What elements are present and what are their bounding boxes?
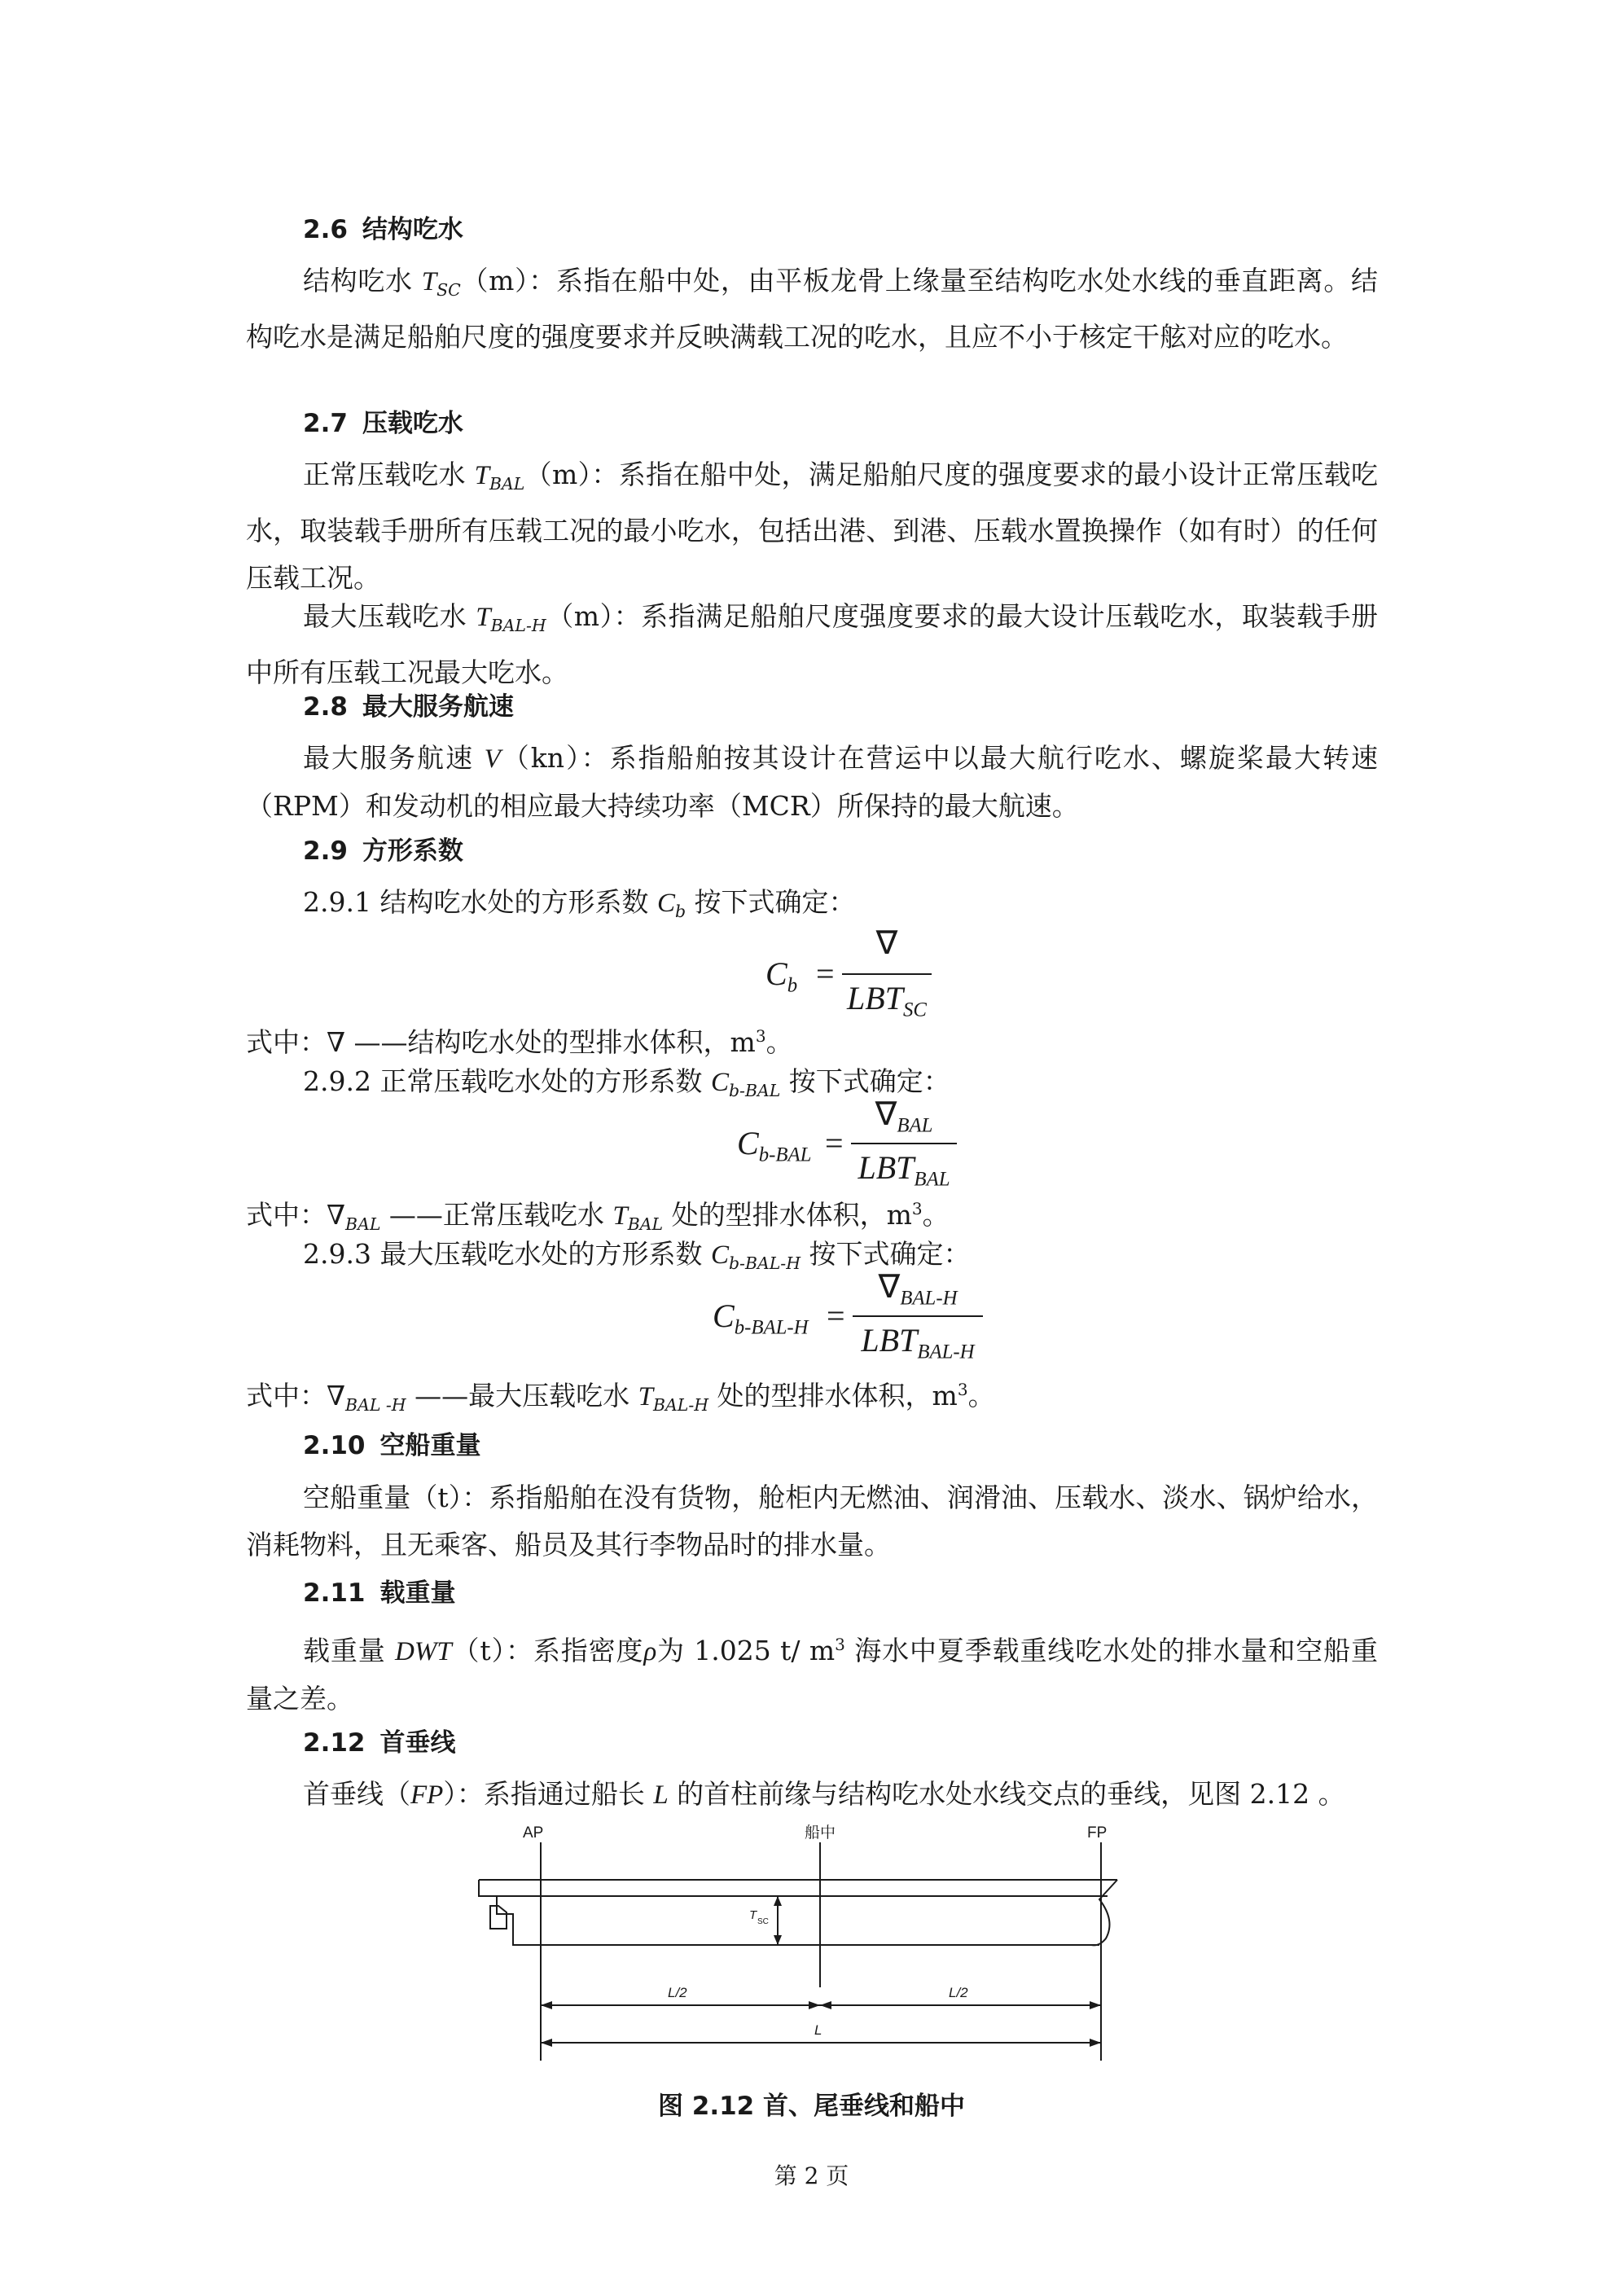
label-half-length-fwd: L/2: [949, 1985, 968, 2000]
section-heading-2-11: 2.11 载重量: [303, 1578, 456, 1608]
perpendiculars-diagram: [472, 1824, 1140, 2069]
formula-cb-bal-h: $C_{b-BAL-H}$ = $\nabla_{BAL-H}$ $LBT_{BAL-H}$: [713, 1274, 989, 1363]
section-heading-2-7: 2.7 压载吃水: [303, 409, 463, 438]
fraction-bar: [842, 973, 932, 975]
label-tsc-sub: SC: [757, 1917, 769, 1926]
paragraph-structural-draught: 结构吃水 $T_{SC}(m)$：系指在船中处，由平板龙骨上缘量至结构吃水处水线的垂直距离。结构吃水是满足船舶尺度的强度要求并反映满载工况的吃水，且应不小于核定干舷对应的吃水。: [246, 265, 1378, 353]
formula-cb-bal: $C_{b-BAL}$ = $\nabla_{BAL}$ $LBT_{BAL}$: [737, 1101, 957, 1191]
label-tsc: T: [749, 1908, 757, 1922]
fraction-bar: [851, 1143, 957, 1144]
section-heading-2-8: 2.8 最大服务航速: [303, 692, 514, 722]
section-heading-2-6: 2.6 结构吃水: [303, 215, 463, 244]
paragraph-max-ballast-draught: 最大压载吃水 $T_{BAL-H}(m)$：系指满足船舶尺度强度要求的最大设计压载吃水，取装载手册中所有压载工况最大吃水。: [246, 600, 1378, 689]
item-2-9-1: 2.9.1 结构吃水处的方形系数 $C_b$ 按下式确定：: [303, 886, 856, 922]
where-clause-1: 式中：∇ ——结构吃水处的型排水体积，$m^3$。: [246, 1026, 793, 1058]
label-half-length-aft: L/2: [668, 1985, 687, 2000]
paragraph-lightship-weight: 空船重量（t）：系指船舶在没有货物，舱柜内无燃油、润滑油、压载水、淡水、锅炉给水，消耗物料，且无乘客、船员及其行李物品时的排水量。: [246, 1482, 1378, 1561]
where-clause-3: 式中：$\nabla_{BAL -H}$ ——最大压载吃水 $T_{BAL-H}$ 处的型排水体积，$m^3$。: [246, 1380, 995, 1416]
paragraph-normal-ballast-draught: 正常压载吃水 $T_{BAL}(m)$：系指在船中处，满足船舶尺度的强度要求的最小设计正常压载吃水，取装载手册所有压载工况的最小吃水，包括出港、到港、压载水置换操作（如有时）的任何压载工况。: [246, 459, 1379, 595]
section-heading-2-9: 2.9 方形系数: [303, 836, 463, 866]
paragraph-max-service-speed: 最大服务航速 V（kn）：系指船舶按其设计在营运中以最大航行吃水、螺旋桨最大转速（RPM）和发动机的相应最大持续功率（MCR）所保持的最大航速。: [246, 742, 1379, 822]
label-ap: AP: [523, 1824, 544, 1842]
figure-caption: 图 2.12 首、尾垂线和船中: [657, 2092, 966, 2121]
label-midship: 船中: [805, 1824, 836, 1842]
item-2-9-2: 2.9.2 正常压载吃水处的方形系数 $C_{b-BAL}$ 按下式确定：: [303, 1065, 950, 1101]
formula-cb: $C_b$ = ∇ $LBT_{SC}$: [765, 928, 928, 1018]
label-length: L: [814, 2022, 822, 2038]
paragraph-forward-perpendicular: 首垂线（FP）：系指通过船长 L 的首柱前缘与结构吃水处水线交点的垂线，见图 2.12 。: [303, 1778, 1345, 1810]
page-number: 第 2 页: [774, 2162, 849, 2189]
fraction-bar: [853, 1315, 983, 1317]
label-fp: FP: [1087, 1824, 1108, 1842]
paragraph-deadweight: 载重量 DWT（t）：系指密度ρ为 1.025 t/ $m^3$ 海水中夏季载重线吃水处的排水量和空船重量之差。: [246, 1635, 1378, 1714]
section-heading-2-12: 2.12 首垂线: [303, 1728, 456, 1758]
section-heading-2-10: 2.10 空船重量: [303, 1431, 481, 1460]
where-clause-2: 式中：$\nabla_{BAL}$ ——正常压载吃水 $T_{BAL}$ 处的型排水体积，$m^3$。: [246, 1199, 950, 1235]
item-2-9-3: 2.9.3 最大压载吃水处的方形系数 $C_{b-BAL-H}$ 按下式确定：: [303, 1238, 971, 1274]
